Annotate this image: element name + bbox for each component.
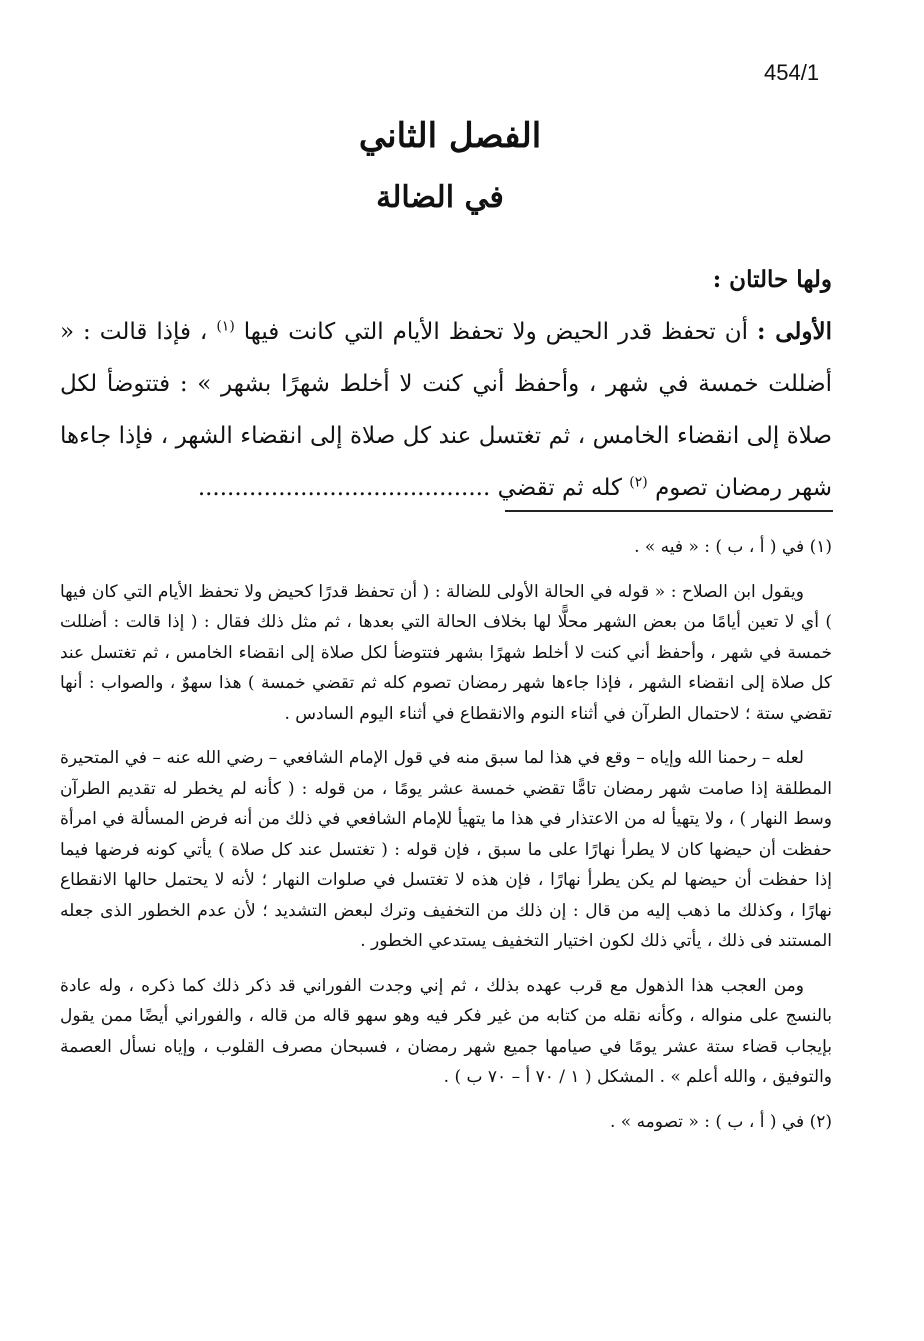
footnote-ref-2: (٢) xyxy=(629,474,648,491)
main-text xyxy=(60,254,832,514)
footnote-1: (١) في ( أ ، ب ) : « فيه » . xyxy=(634,537,832,557)
footnote-commentary-3: ومن العجب هذا الذهول مع قرب عهده بذلك ، ثم إني وجدت الفوراني قد ذكر ذلك كما ذكره ، وله عادة بالنسج على منواله ، وكأنه نقله من كتابه من غير فكر فيه وهو سهو قاله من قاله ، والفوراني أيضًا ممن يقول بإيجاب قضاء ستة عشر يومًا في صيامها جميع شهر رمضان ، فسبحان مصرف القلوب ، وإياه نسأل العصمة والتوفيق ، والله أعلم » . المشكل ( ١ / ٧٠ أ – ٧٠ ب ) . xyxy=(60,975,832,1087)
paragraph-text-2: ، فإذا قالت : « أضللت خمسة في شهر ، وأحفظ أني كنت لا أخلط شهرًا بشهر » : فتتوضأ لكل صلاة إلى انقضاء الخامس ، ثم تغتسل عند كل صلاة إلى انقضاء الشهر ، فإذا جاءها شهر رمضان تصوم xyxy=(60,319,832,501)
footnote-2: (٢) في ( أ ، ب ) : « تصومه » . xyxy=(609,1111,832,1132)
paragraph-label: الأولى : xyxy=(757,318,832,345)
continuation-dots: ........................................ xyxy=(197,475,491,501)
chapter-subtitle: في الضالة xyxy=(376,180,504,215)
paragraph-text-3: كله ثم تقضي xyxy=(497,475,622,501)
main-paragraph xyxy=(60,306,832,514)
paragraph-text-1: أن تحفظ قدر الحيض ولا تحفظ الأيام التي كانت فيها xyxy=(243,319,749,345)
footnote-commentary-1: ويقول ابن الصلاح : « قوله في الحالة الأولى للضالة : ( أن تحفظ قدرًا كحيض ولا تحفظ الأيام التي كان فيها ) أي لا تعين أيامًا من بعض الشهر محلًّا لها بخلاف الحالة التي بعدها ، ثم مثل ذلك فقال : ( إذا قالت : أضللت خمسة في شهر ، وأحفظ أني كنت لا أخلط شهرًا بشهر فتتوضأ لكل صلاة إلى انقضاء الخامس ، ثم تغتسل عند كل صلاة إلى انقضاء الشهر ، فإذا جاءها شهر رمضان تصوم كله ثم تقضي خمسة ) هذا سهوٌ ، والصواب : أنها تقضي ستة ؛ لاحتمال الطرآن في أثناء النوم والانقطاع في أثناء اليوم السادس . xyxy=(60,581,832,724)
chapter-title: الفصل الثاني xyxy=(358,116,542,156)
intro-line: ولها حالتان : xyxy=(712,266,832,293)
footnote-commentary-2: لعله – رحمنا الله وإياه – وقع في هذا لما سبق منه في قول الإمام الشافعي – رضي الله عنه – في المتحيرة المطلقة إذا صامت شهر رمضان تامًّا تقضي خمسة عشر يومًا ، من قوله : ( كأنه لم يخطر له تقديم الطرآن وسط النهار ) ، ولا يتهيأ له من الاعتذار في هذا ما يتهيأ للإمام الشافعي في ذلك من أنه فرض المسألة في امرأة حفظت أن حيضها كان لا يطرأ نهارًا على ما سبق ، فإن قوله : ( تغتسل عند كل صلاة ) يأتي كونه فرضها فيما إذا حفظت أن حيضها لم يكن يطرأ نهارًا ، فإن هذه لا تغتسل في صلوات النهار ؛ لأنه لا يحتمل حالها الانقطاع نهارًا ، وكذلك ما ذهب إليه من قال : إن ذلك من التخفيف وترك لبعض التشديد ؛ لأن عدم الخطور الذى جعله المستند فى ذلك ، يأتي ذلك لكون اختيار التخفيف يستدعي الخطور . xyxy=(60,748,832,951)
footnote-separator xyxy=(505,510,833,512)
footnote-ref-1: (١) xyxy=(216,318,235,335)
page-number: 454/1 xyxy=(764,60,820,85)
footnotes-section xyxy=(60,532,832,1137)
